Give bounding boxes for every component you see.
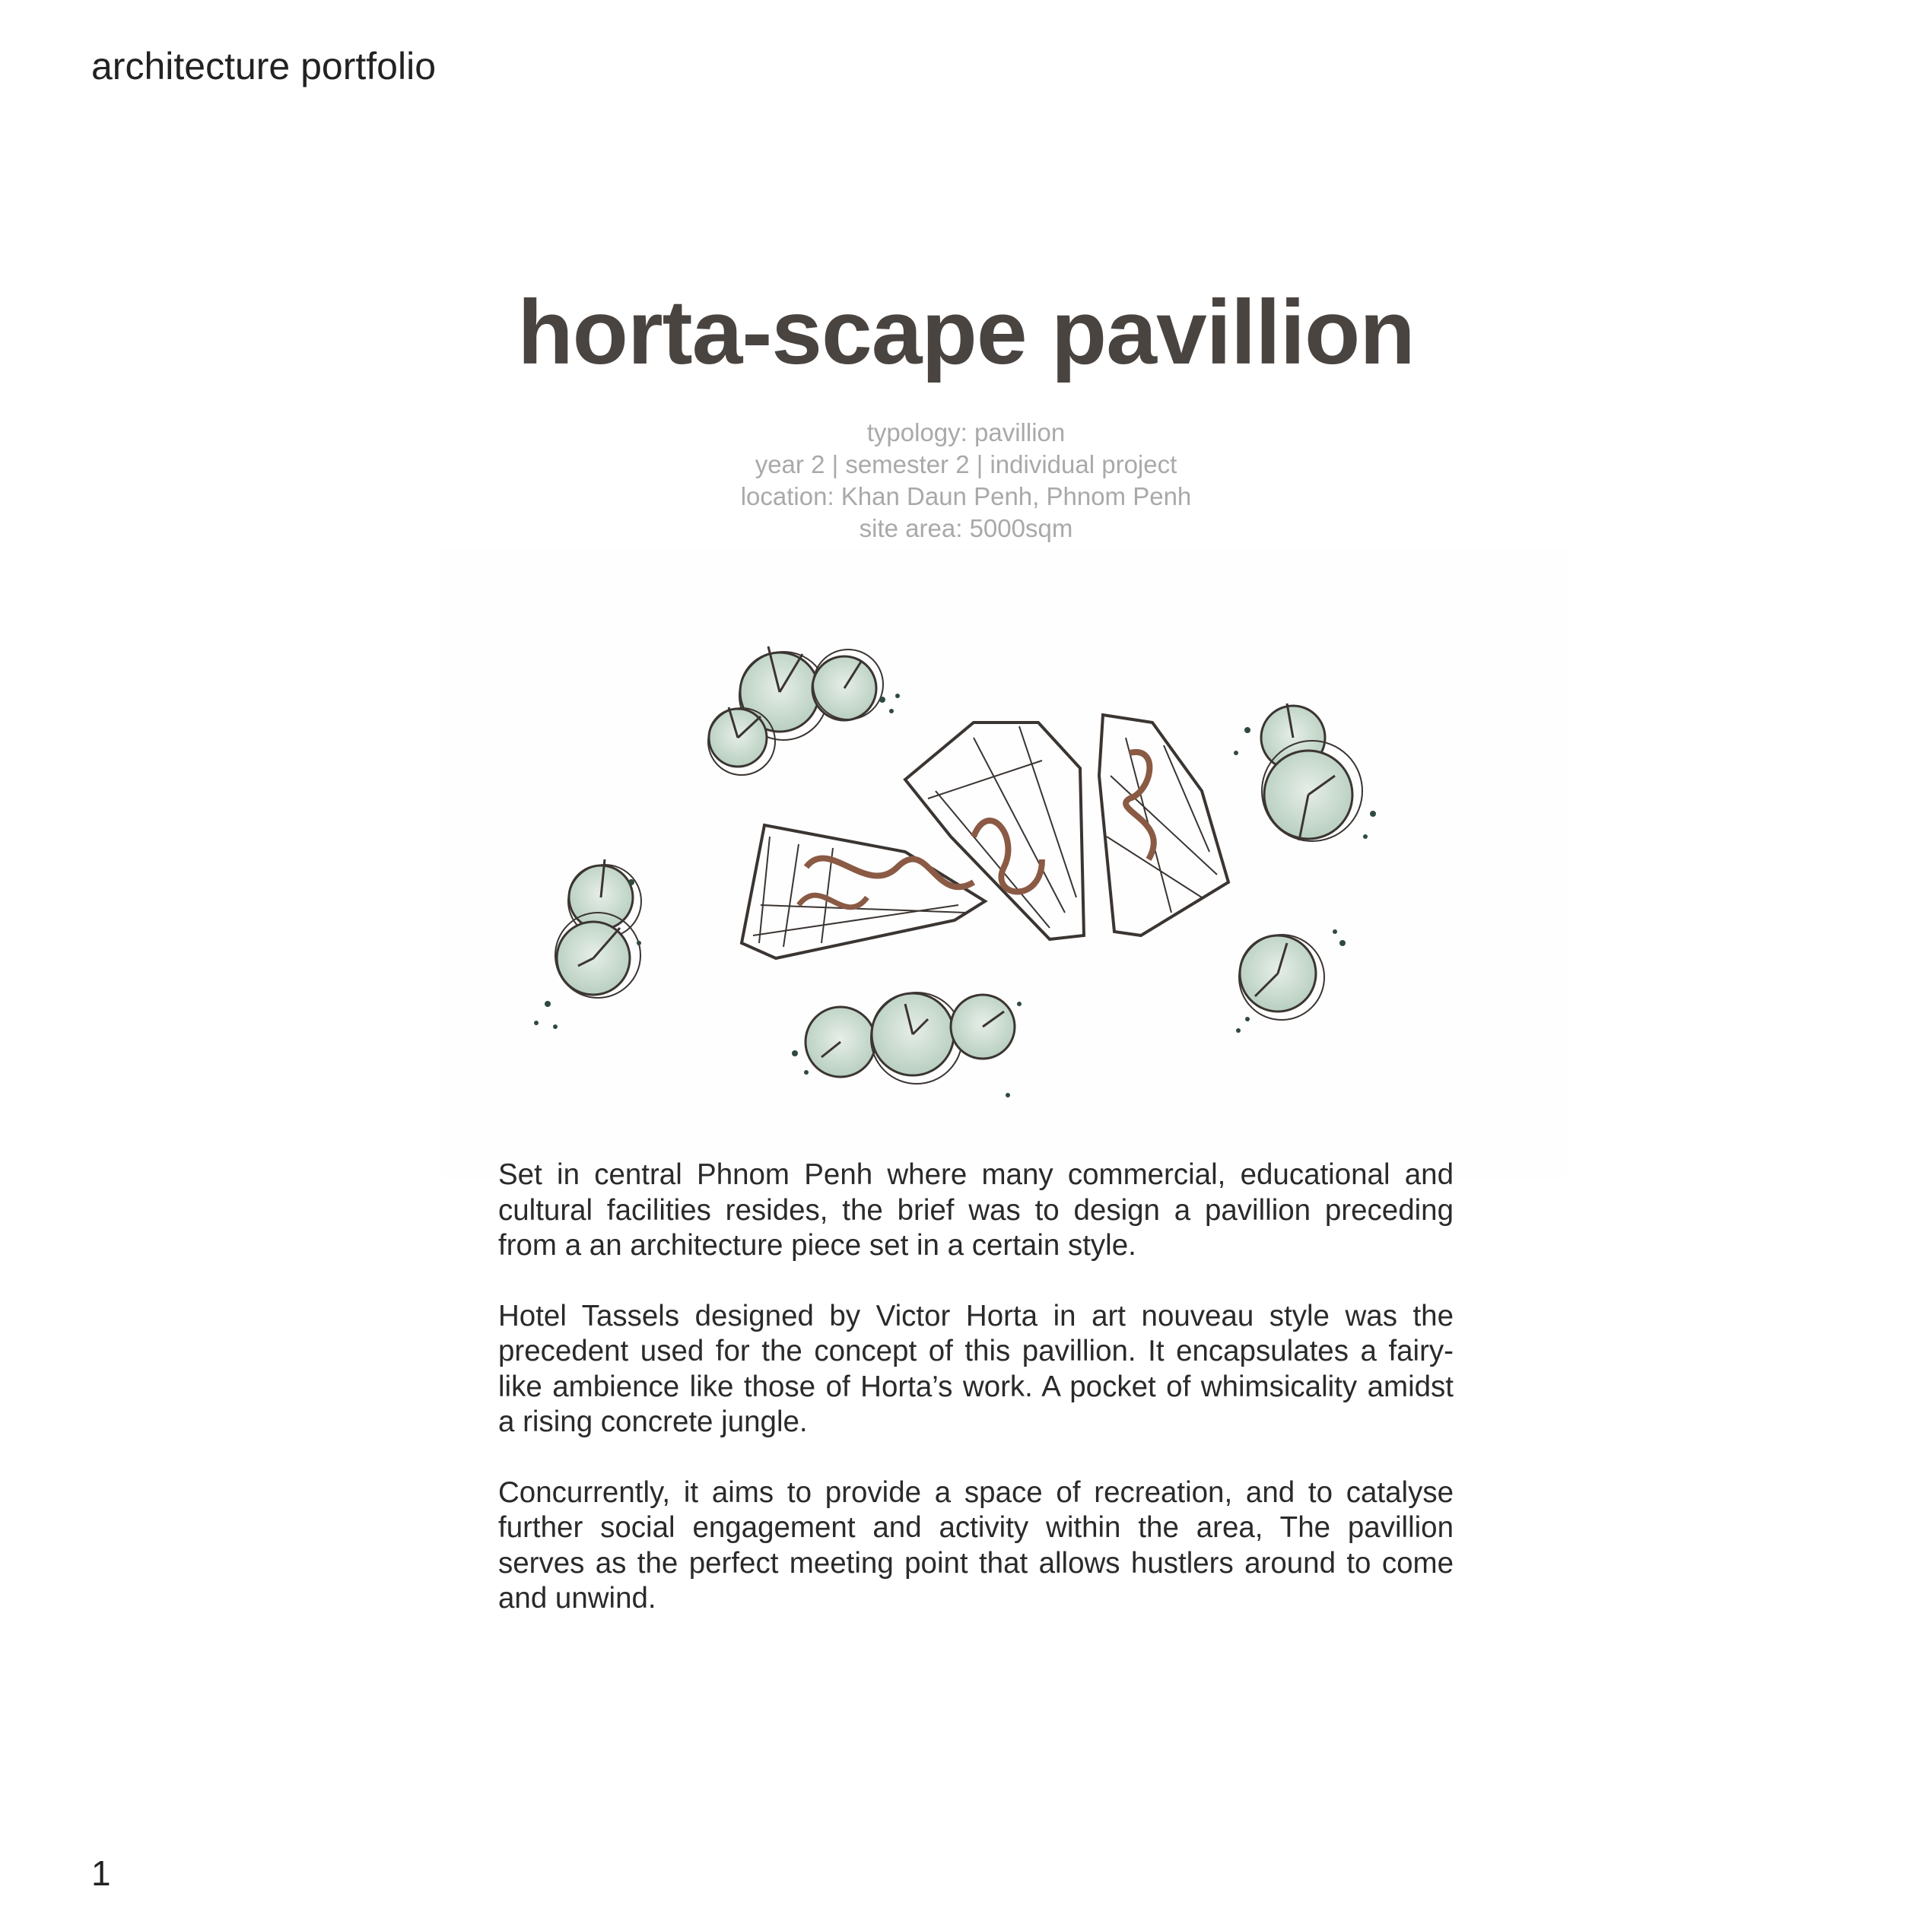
page-number: 1	[91, 1853, 111, 1893]
description-paragraph-2: Hotel Tassels designed by Victor Horta in art nouveau style was the precedent used for the concept of this pavillion. It encapsulates a fairy-like ambience like those of Horta’s work. A pocket of whimsicality amidst a rising concrete jungle.	[498, 1299, 1454, 1438]
project-meta	[0, 417, 1932, 545]
tree-cluster-bottom	[806, 992, 1015, 1084]
meta-year: year 2 | semester 2 | individual project	[755, 450, 1177, 478]
pavilion-wedge-left	[742, 825, 985, 958]
description-paragraph-3: Concurrently, it aims to provide a space of recreation, and to catalyse further social engagement and activity within the area, The pavillion serves as the perfect meeting point that allows hustlers around to come and unwind.	[498, 1475, 1454, 1615]
tree-cluster-top-left	[708, 646, 883, 775]
pavilion-wedge-right	[1099, 715, 1228, 935]
tree-cluster-right	[1261, 703, 1362, 841]
running-header: architecture portfolio	[91, 45, 437, 87]
pavilion-wedge-middle	[905, 723, 1084, 939]
tree-cluster-left	[555, 859, 641, 998]
meta-location: location: Khan Daun Penh, Phnom Penh	[740, 482, 1192, 510]
project-title: horta-scape pavillion	[517, 281, 1415, 383]
tree-cluster-bottom-right	[1239, 935, 1324, 1020]
project-description	[498, 1158, 1454, 1652]
meta-site-area: site area: 5000sqm	[859, 514, 1073, 542]
pavilion-plan-sketch-icon	[441, 548, 1567, 1179]
description-paragraph-1: Set in central Phnom Penh where many commercial, educational and cultural facilities resides, the brief was to design a pavillion preceding from a an architecture piece set in a certain style.	[498, 1158, 1454, 1262]
meta-typology: typology: pavillion	[866, 418, 1066, 446]
